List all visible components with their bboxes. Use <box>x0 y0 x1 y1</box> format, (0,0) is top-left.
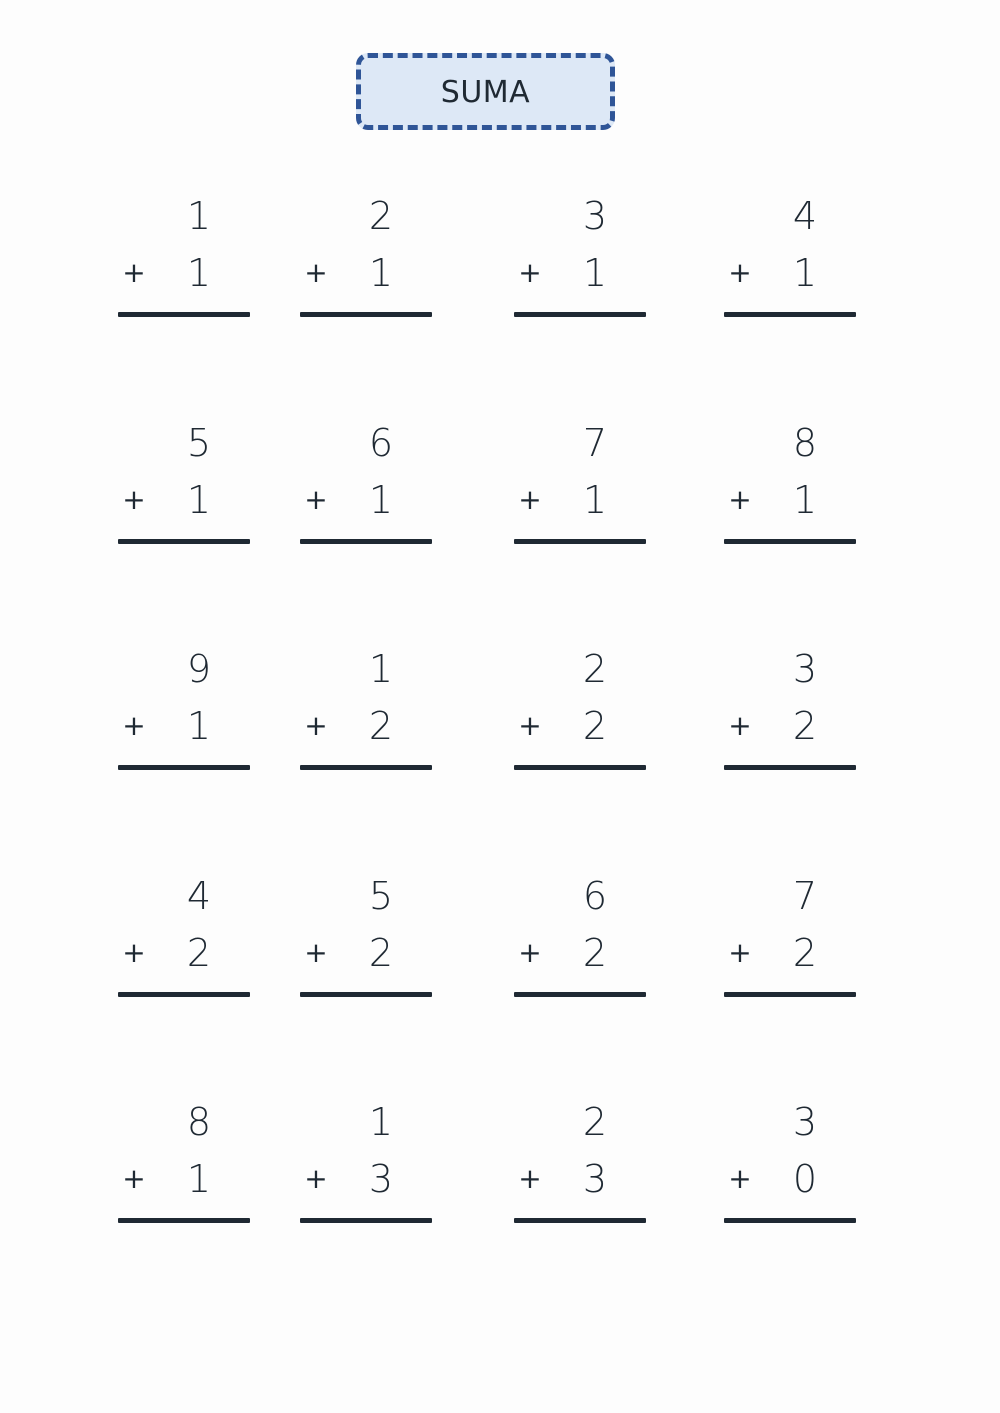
page-title: SUMA <box>440 75 531 110</box>
addend-top: 2 <box>368 194 394 238</box>
addend-top: 1 <box>368 647 394 691</box>
addition-problem <box>724 1100 856 1233</box>
addend-top: 3 <box>582 194 608 238</box>
addend-bottom: 1 <box>792 251 818 295</box>
answer-line[interactable] <box>300 992 432 997</box>
answer-line[interactable] <box>724 1218 856 1223</box>
addend-bottom: 1 <box>186 478 212 522</box>
plus-sign: + <box>304 709 328 742</box>
answer-line[interactable] <box>118 765 250 770</box>
plus-sign: + <box>122 256 146 289</box>
answer-line[interactable] <box>514 312 646 317</box>
addend-top: 6 <box>582 874 608 918</box>
answer-line[interactable] <box>118 1218 250 1223</box>
plus-sign: + <box>304 1162 328 1195</box>
plus-sign: + <box>122 483 146 516</box>
addend-top: 9 <box>186 647 212 691</box>
answer-line[interactable] <box>514 1218 646 1223</box>
addend-bottom: 1 <box>582 251 608 295</box>
answer-line[interactable] <box>300 765 432 770</box>
addend-top: 5 <box>368 874 394 918</box>
addition-problem <box>300 647 432 780</box>
plus-sign: + <box>518 1162 542 1195</box>
addend-top: 3 <box>792 647 818 691</box>
addend-top: 7 <box>792 874 818 918</box>
addend-top: 6 <box>368 421 394 465</box>
addend-bottom: 2 <box>368 704 394 748</box>
addend-bottom: 2 <box>582 704 608 748</box>
addition-problem <box>724 194 856 327</box>
plus-sign: + <box>518 936 542 969</box>
plus-sign: + <box>728 256 752 289</box>
addend-bottom: 1 <box>792 478 818 522</box>
plus-sign: + <box>518 709 542 742</box>
addend-bottom: 1 <box>582 478 608 522</box>
addend-bottom: 0 <box>792 1157 818 1201</box>
addend-bottom: 1 <box>368 251 394 295</box>
answer-line[interactable] <box>724 312 856 317</box>
addition-problem <box>118 194 250 327</box>
addition-problem <box>300 421 432 554</box>
addition-problem <box>724 647 856 780</box>
addition-problem <box>118 647 250 780</box>
answer-line[interactable] <box>118 539 250 544</box>
plus-sign: + <box>518 483 542 516</box>
answer-line[interactable] <box>118 992 250 997</box>
plus-sign: + <box>304 936 328 969</box>
addend-bottom: 1 <box>186 1157 212 1201</box>
addend-top: 7 <box>582 421 608 465</box>
addition-problem <box>300 194 432 327</box>
addend-bottom: 2 <box>368 931 394 975</box>
addition-problem <box>514 421 646 554</box>
addition-problem <box>300 1100 432 1233</box>
addend-bottom: 3 <box>368 1157 394 1201</box>
answer-line[interactable] <box>724 992 856 997</box>
addend-top: 1 <box>368 1100 394 1144</box>
plus-sign: + <box>304 483 328 516</box>
addend-bottom: 1 <box>368 478 394 522</box>
addend-top: 4 <box>792 194 818 238</box>
plus-sign: + <box>728 936 752 969</box>
addend-bottom: 2 <box>186 931 212 975</box>
addend-bottom: 2 <box>792 931 818 975</box>
answer-line[interactable] <box>724 765 856 770</box>
plus-sign: + <box>122 936 146 969</box>
answer-line[interactable] <box>724 539 856 544</box>
addend-top: 8 <box>792 421 818 465</box>
addend-top: 1 <box>186 194 212 238</box>
addend-bottom: 2 <box>792 704 818 748</box>
addend-top: 2 <box>582 647 608 691</box>
addition-problem <box>514 194 646 327</box>
addend-top: 2 <box>582 1100 608 1144</box>
addition-problem <box>514 1100 646 1233</box>
plus-sign: + <box>304 256 328 289</box>
answer-line[interactable] <box>514 765 646 770</box>
addition-problem <box>514 874 646 1007</box>
addend-top: 5 <box>186 421 212 465</box>
addition-problem <box>514 647 646 780</box>
addition-problem <box>118 421 250 554</box>
answer-line[interactable] <box>514 539 646 544</box>
plus-sign: + <box>728 483 752 516</box>
answer-line[interactable] <box>300 1218 432 1223</box>
addend-top: 4 <box>186 874 212 918</box>
addend-bottom: 1 <box>186 251 212 295</box>
answer-line[interactable] <box>300 539 432 544</box>
addend-bottom: 2 <box>582 931 608 975</box>
addition-problem <box>118 1100 250 1233</box>
addend-bottom: 3 <box>582 1157 608 1201</box>
plus-sign: + <box>122 1162 146 1195</box>
addition-problem <box>724 874 856 1007</box>
plus-sign: + <box>728 709 752 742</box>
answer-line[interactable] <box>514 992 646 997</box>
addend-bottom: 1 <box>186 704 212 748</box>
answer-line[interactable] <box>118 312 250 317</box>
addition-problem <box>724 421 856 554</box>
addition-problem <box>118 874 250 1007</box>
plus-sign: + <box>122 709 146 742</box>
plus-sign: + <box>728 1162 752 1195</box>
answer-line[interactable] <box>300 312 432 317</box>
addend-top: 8 <box>186 1100 212 1144</box>
plus-sign: + <box>518 256 542 289</box>
addition-problem <box>300 874 432 1007</box>
addend-top: 3 <box>792 1100 818 1144</box>
